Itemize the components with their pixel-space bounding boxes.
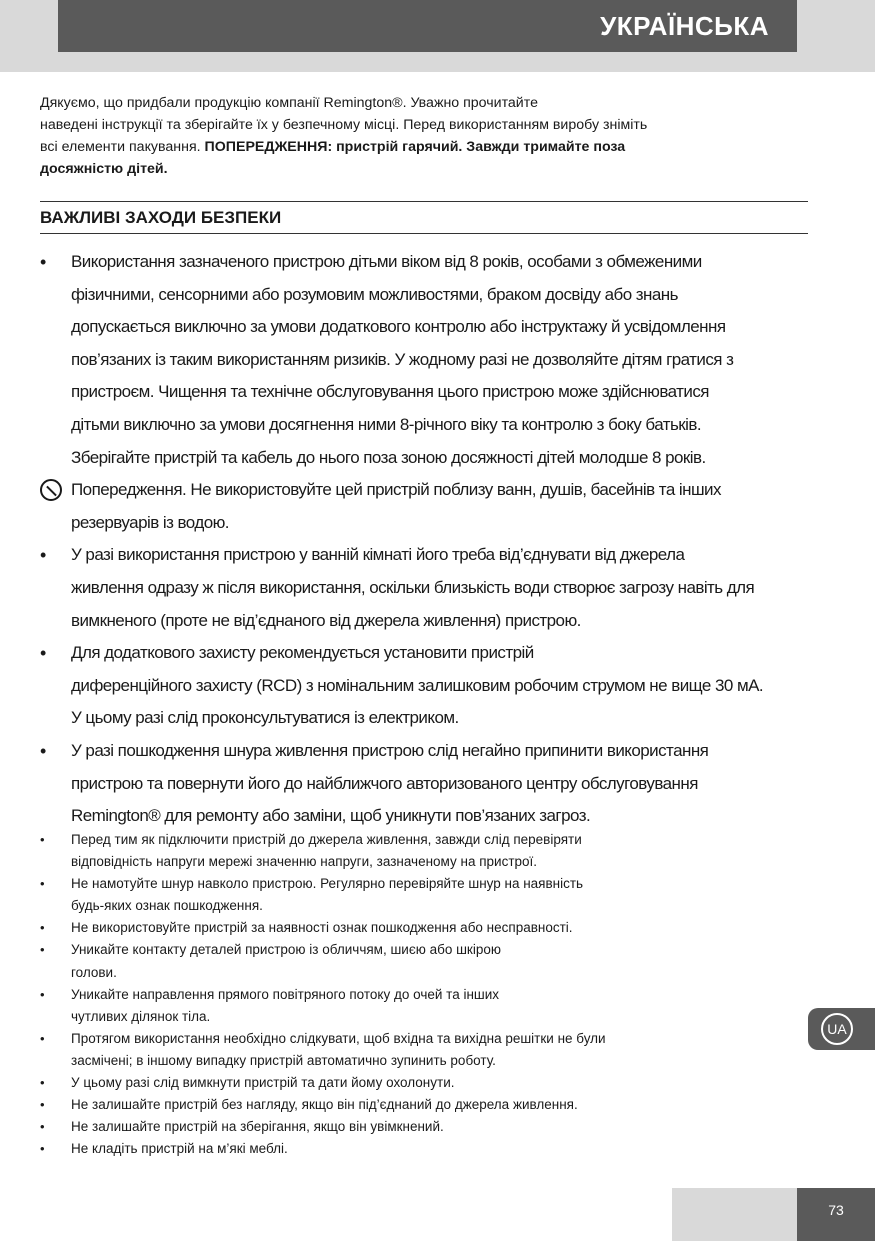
item-line: Протягом використання необхідно слідкувати, щоб вхідна та вихідна решітки не були	[71, 1030, 606, 1046]
intro-line	[40, 136, 810, 158]
item-line: У разі пошкодження шнура живлення пристрою слід негайно припинити використання	[71, 740, 709, 760]
item-line: Для додаткового захисту рекомендується установити пристрій	[71, 643, 534, 663]
list-item	[40, 246, 812, 474]
item-line: голови.	[71, 964, 117, 980]
item-line: Попередження. Не використовуйте цей пристрій поблизу ванн, душів, басейнів та інших	[71, 480, 721, 500]
item-line: допускається виключно за умови додаткового контролю або інструктажу й усвідомлення	[71, 317, 726, 337]
bullet: •	[40, 740, 46, 761]
item-line: Перед тим як підключити пристрій до джерела живлення, завжди слід перевіряти	[71, 832, 582, 847]
bullet: •	[40, 1141, 45, 1157]
bullet: •	[40, 920, 45, 936]
list-item	[40, 873, 800, 917]
item-line: Уникайте контакту деталей пристрою із обличчям, шиєю або шкірою	[71, 942, 501, 958]
item-line: фізичними, сенсорними або розумовим можливостями, браком досвіду або знань	[71, 284, 678, 304]
bullet: •	[40, 832, 45, 847]
list-item	[40, 1072, 800, 1094]
item-line: Використання зазначеного пристрою дітьми віком від 8 років, особами з обмеженими	[71, 252, 702, 271]
list-item	[40, 735, 812, 833]
intro-paragraph	[40, 92, 810, 180]
bullet: •	[40, 643, 46, 664]
warning-text: досяжністю дітей.	[40, 161, 168, 177]
bullet: •	[40, 545, 46, 566]
list-item	[40, 984, 800, 1028]
warning-text: ПОПЕРЕДЖЕННЯ: пристрій гарячий. Завжди тримайте поза	[204, 139, 626, 155]
language-header	[58, 0, 797, 52]
list-item	[40, 1138, 800, 1160]
section-title: ВАЖЛИВІ ЗАХОДИ БЕЗПЕКИ	[40, 201, 808, 234]
list-item	[40, 1028, 800, 1072]
item-line: У разі використання пристрою у ванній кімнаті його треба від’єднувати від джерела	[71, 545, 685, 565]
no-water-warning-icon	[40, 479, 62, 501]
bullet: •	[40, 1119, 45, 1135]
page-number: 73	[828, 1202, 844, 1218]
list-item	[40, 939, 800, 983]
item-line: Remington® для ремонту або заміни, щоб уникнути пов’язаних загроз.	[71, 806, 591, 826]
bullet: •	[40, 252, 46, 272]
list-item	[40, 917, 800, 939]
bullet: •	[40, 1030, 45, 1046]
list-item	[40, 1116, 800, 1138]
bullet: •	[40, 942, 45, 958]
list-item	[40, 539, 812, 637]
list-item	[40, 474, 812, 539]
footer-band	[672, 1188, 797, 1241]
header-title: УКРАЇНСЬКА	[600, 11, 769, 41]
bullet: •	[40, 876, 45, 892]
item-line: пов’язаних із таким використанням ризиків. У жодному разі не дозволяйте дітям гратися з	[71, 349, 734, 369]
item-line: дітьми виключно за умови досягнення ними 8-річного віку та контролю з боку батьків.	[71, 414, 702, 434]
intro-line: Дякуємо, що придбали продукцію компанії Remington®. Уважно прочитайте	[40, 95, 538, 111]
bullet: •	[40, 1097, 45, 1113]
bullet: •	[40, 986, 45, 1002]
item-line: У цьому разі слід вимкнути пристрій та дати йому охолонути.	[71, 1075, 455, 1091]
language-side-tab	[808, 1008, 875, 1050]
item-line: Уникайте направлення прямого повітряного потоку до очей та інших	[71, 986, 500, 1002]
item-line: Не залишайте пристрій на зберігання, якщо він увімкнений.	[71, 1119, 444, 1135]
item-line: пристроєм. Чищення та технічне обслуговування цього пристрою може здійснюватися	[71, 382, 709, 402]
list-item	[40, 637, 812, 735]
item-line: У цьому разі слід проконсультуватися із електриком.	[71, 708, 459, 728]
safety-list-small	[40, 829, 800, 1160]
item-line: вимкненого (проте не від’єднаного від джерела живлення) пристрою.	[71, 610, 581, 630]
item-line: живлення одразу ж після використання, оскільки близькість води створює загрозу навіть для	[71, 577, 755, 597]
item-line: засмічені; в іншому випадку пристрій автоматично зупинить роботу.	[71, 1052, 496, 1068]
list-item	[40, 829, 800, 873]
ua-badge: UA	[821, 1013, 853, 1045]
intro-line	[40, 158, 810, 180]
item-line: Не залишайте пристрій без нагляду, якщо він під’єднаний до джерела живлення.	[71, 1097, 578, 1113]
item-line: Не кладіть пристрій на м’які меблі.	[71, 1141, 288, 1157]
item-line: диференційного захисту (RCD) з номінальним залишковим робочим струмом не вище 30 мА.	[71, 675, 764, 695]
safety-list-large	[40, 246, 812, 833]
bullet: •	[40, 1075, 45, 1091]
item-line: відповідність напруги мережі значенню напруги, зазначеному на пристрої.	[71, 854, 538, 870]
item-line: будь-яких ознак пошкодження.	[71, 898, 263, 914]
item-line: чутливих ділянок тіла.	[71, 1008, 211, 1024]
intro-text: всі елементи пакування.	[40, 139, 205, 155]
intro-line: наведені інструкції та зберігайте їх у безпечному місці. Перед використанням виробу зніміть	[40, 117, 648, 133]
item-line: резервуарів із водою.	[71, 512, 229, 532]
item-line: Не намотуйте шнур навколо пристрою. Регулярно перевіряйте шнур на наявність	[71, 876, 584, 892]
item-line: пристрою та повернути його до найближчого авторизованого центру обслуговування	[71, 773, 698, 793]
list-item	[40, 1094, 800, 1116]
page-number-box	[797, 1188, 875, 1241]
warning-icon-wrap	[40, 474, 64, 508]
item-line: Зберігайте пристрій та кабель до нього поза зоною досяжності дітей молодше 8 років.	[71, 447, 706, 467]
item-line: Не використовуйте пристрій за наявності ознак пошкодження або несправності.	[71, 920, 573, 936]
